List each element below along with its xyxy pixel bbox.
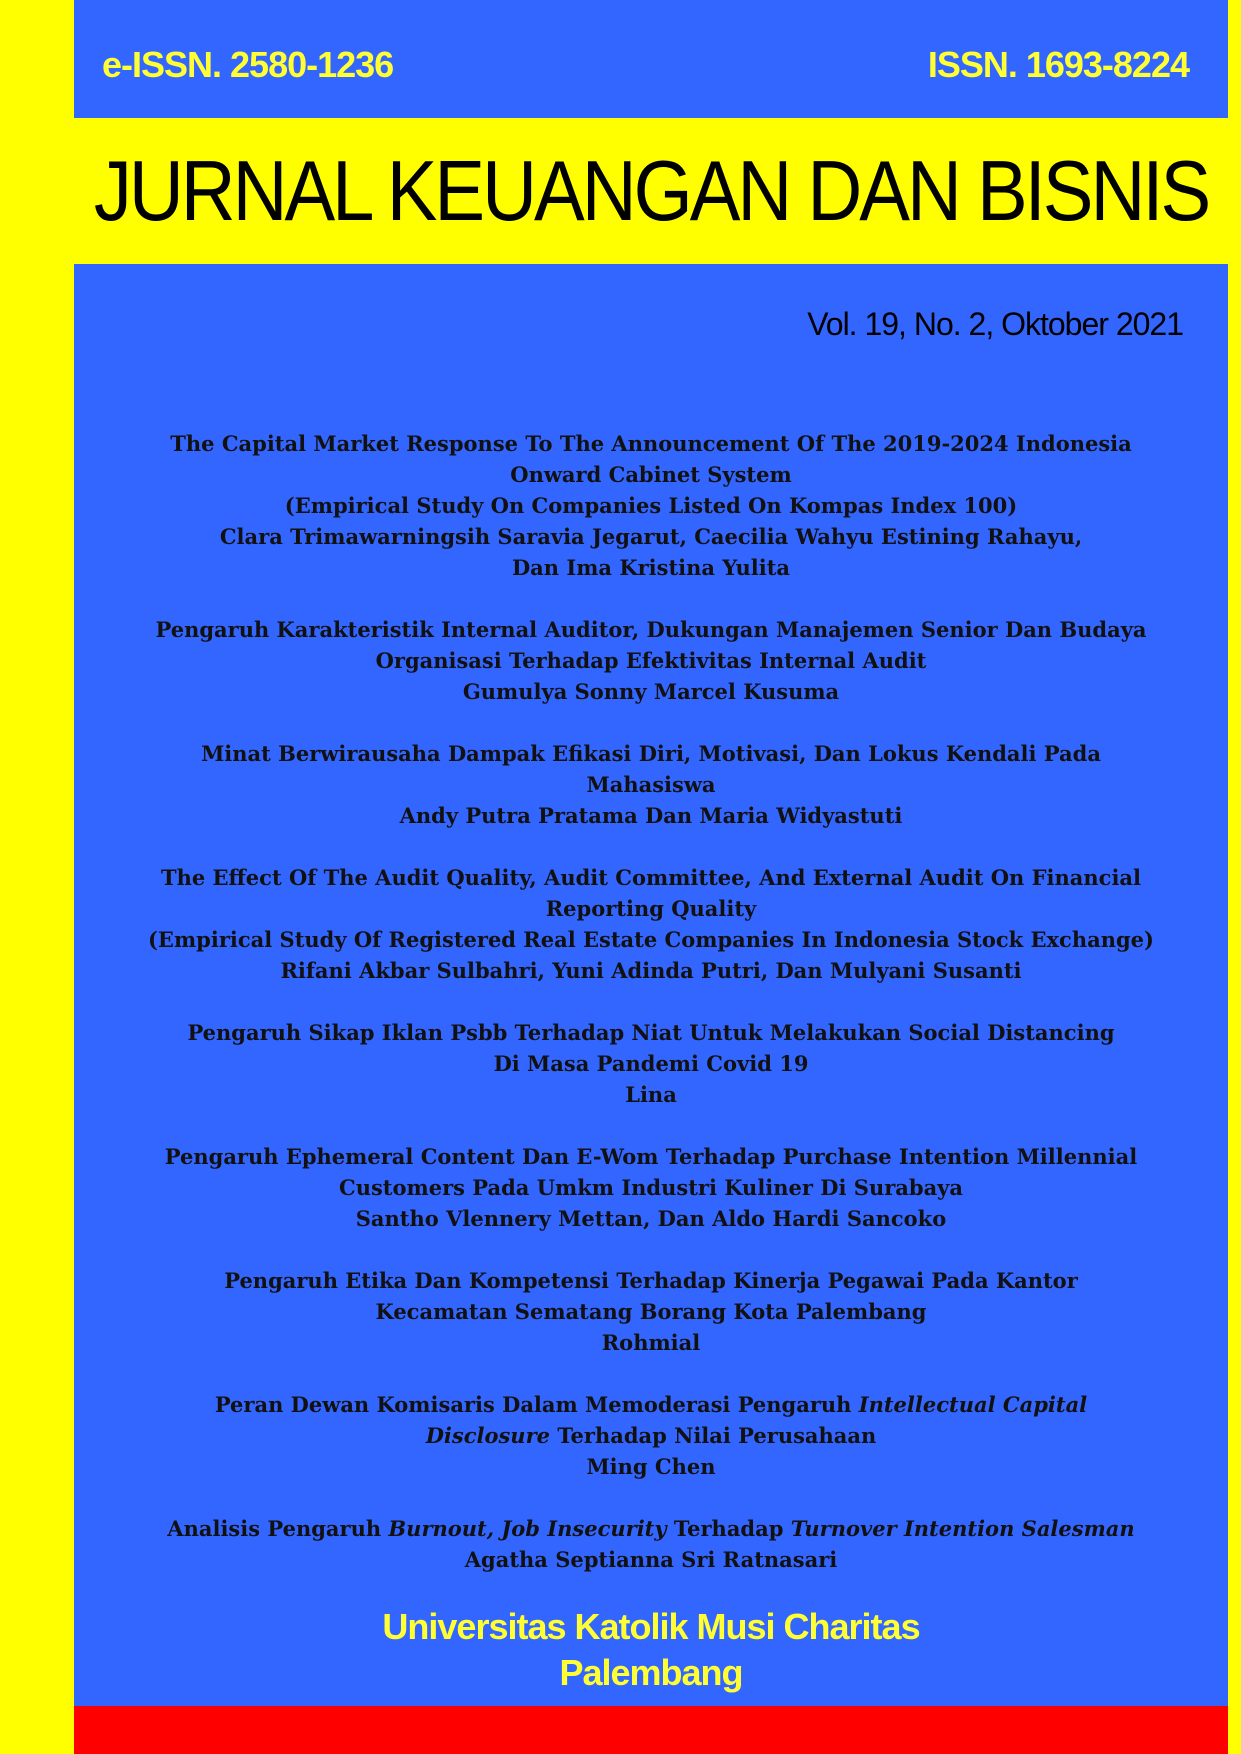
article-subtitle: (Empirical Study On Companies Listed On Kompas Index 100) bbox=[284, 493, 1018, 518]
article-entry bbox=[74, 428, 1228, 583]
article-entry bbox=[74, 1017, 1228, 1110]
article-authors: Clara Trimawarningsih Saravia Jegarut, Caecilia Wahyu Estining Rahayu, bbox=[219, 524, 1083, 549]
article-title: Pengaruh Karakteristik Internal Auditor, Dukungan Manajemen Senior Dan Budaya bbox=[155, 617, 1147, 642]
article-title bbox=[74, 1420, 1228, 1451]
article-title: Organisasi Terhadap Efektivitas Internal Audit bbox=[375, 648, 927, 673]
article-title: The Capital Market Response To The Announcement Of The 2019-2024 Indonesia bbox=[170, 431, 1132, 456]
article-title: Pengaruh Etika Dan Kompetensi Terhadap Kinerja Pegawai Pada Kantor bbox=[224, 1268, 1078, 1293]
article-title: Pengaruh Sikap Iklan Psbb Terhadap Niat Untuk Melakukan Social Distancing bbox=[187, 1020, 1115, 1045]
article-authors: Andy Putra Pratama Dan Maria Widyastuti bbox=[399, 803, 903, 828]
article-title: Di Masa Pandemi Covid 19 bbox=[493, 1051, 809, 1076]
article-title: Pengaruh Ephemeral Content Dan E-Wom Terhadap Purchase Intention Millennial bbox=[164, 1144, 1138, 1169]
article-entry bbox=[74, 614, 1228, 707]
table-of-contents bbox=[74, 428, 1228, 1606]
publisher bbox=[74, 1604, 1228, 1696]
article-title bbox=[74, 1513, 1228, 1544]
article-entry bbox=[74, 862, 1228, 986]
volume-info: Vol. 19, No. 2, Oktober 2021 bbox=[807, 306, 1183, 342]
eissn-number: e-ISSN. 2580-1236 bbox=[102, 44, 394, 85]
article-entry bbox=[74, 1265, 1228, 1358]
article-authors: Rohmial bbox=[601, 1330, 701, 1355]
title-text: Peran Dewan Komisaris Dalam Memoderasi Pengaruh bbox=[214, 1392, 859, 1417]
article-entry bbox=[74, 1389, 1228, 1482]
title-italic-text: Intellectual Capital bbox=[858, 1392, 1088, 1417]
article-entry bbox=[74, 738, 1228, 831]
title-italic-text: Turnover Intention Salesman bbox=[790, 1516, 1135, 1541]
article-authors: Rifani Akbar Sulbahri, Yuni Adinda Putri, Dan Mulyani Susanti bbox=[280, 958, 1022, 983]
title-text: Terhadap Nilai Perusahaan bbox=[550, 1423, 877, 1448]
publisher-name: Universitas Katolik Musi Charitas bbox=[382, 1606, 920, 1647]
article-authors: Ming Chen bbox=[586, 1454, 716, 1479]
article-entry bbox=[74, 1513, 1228, 1575]
article-entry bbox=[74, 1141, 1228, 1234]
title-italic-text: Burnout, Job Insecurity bbox=[388, 1516, 667, 1541]
article-authors: Lina bbox=[625, 1082, 677, 1107]
article-title bbox=[74, 1389, 1228, 1420]
article-subtitle: (Empirical Study Of Registered Real Estate Companies In Indonesia Stock Exchange) bbox=[148, 927, 1154, 952]
title-text: Analisis Pengaruh bbox=[167, 1516, 389, 1541]
article-authors: Gumulya Sonny Marcel Kusuma bbox=[462, 679, 840, 704]
issn-number: ISSN. 1693-8224 bbox=[927, 44, 1189, 85]
article-title: Customers Pada Umkm Industri Kuliner Di Surabaya bbox=[339, 1175, 963, 1200]
article-authors: Santho Vlennery Mettan, Dan Aldo Hardi Sancoko bbox=[355, 1206, 947, 1231]
article-title: Onward Cabinet System bbox=[510, 462, 792, 487]
article-authors: Dan Ima Kristina Yulita bbox=[511, 555, 791, 580]
title-text: Terhadap bbox=[666, 1516, 791, 1541]
article-title: Kecamatan Sematang Borang Kota Palembang bbox=[375, 1299, 927, 1324]
article-title: Minat Berwirausaha Dampak Efikasi Diri, Motivasi, Dan Lokus Kendali Pada bbox=[201, 741, 1101, 766]
footer-band bbox=[74, 1706, 1228, 1754]
article-authors: Agatha Septianna Sri Ratnasari bbox=[464, 1547, 838, 1572]
title-italic-text: Disclosure bbox=[425, 1423, 551, 1448]
article-title: Mahasiswa bbox=[586, 772, 716, 797]
article-title: The Effect Of The Audit Quality, Audit Committee, And External Audit On Financial bbox=[160, 865, 1142, 890]
article-title: Reporting Quality bbox=[545, 896, 757, 921]
journal-title: JURNAL KEUANGAN DAN BISNIS bbox=[93, 143, 1209, 239]
publisher-city: Palembang bbox=[559, 1652, 743, 1693]
